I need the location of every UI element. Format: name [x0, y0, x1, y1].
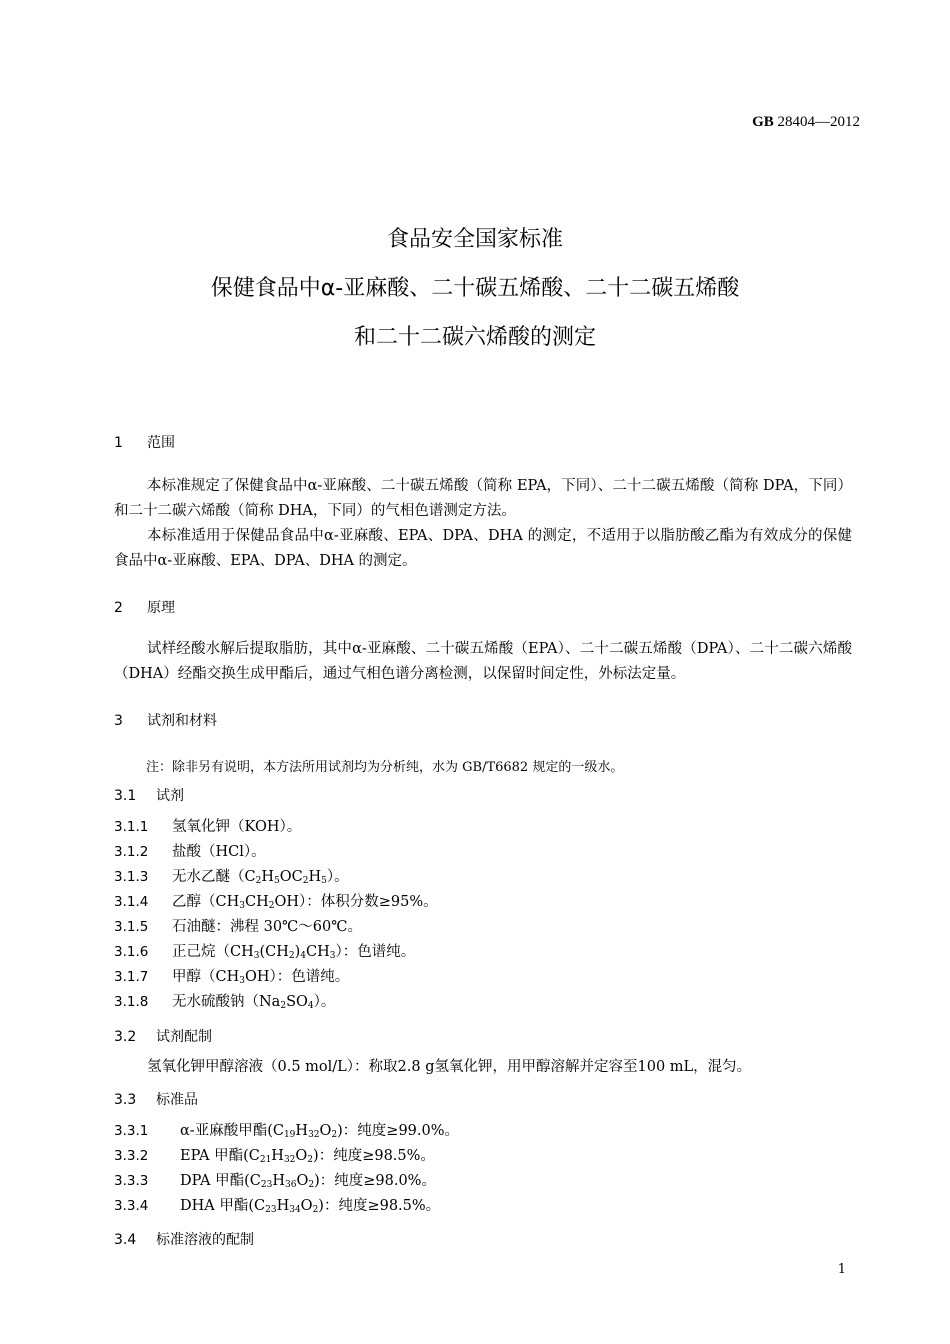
section-2-paragraph-1: 试样经酸水解后提取脂肪，其中α-亚麻酸、二十碳五烯酸（EPA）、二十二碳五烯酸（DPA）、二十二碳六烯酸（DHA）经酯交换生成甲酯后，通过气相色谱分离检测，以保留时间定性，外标法定量。 [114, 641, 852, 682]
list-item: 3.3.1 α-亚麻酸甲酯$(C_{19}H_{32}O_2)$：纯度≥99.0%。 [114, 1123, 460, 1140]
section-3-title: 试剂和材料 [147, 713, 217, 729]
section-1-title: 范围 [147, 435, 175, 451]
section-3-2-paragraph: 氢氧化钾甲醇溶液（0.5 mol/L）：称取2.8 g氢氧化钾，用甲醇溶解并定容至100 mL，混匀。 [147, 1059, 752, 1075]
list-item: 3.1.5 石油醚：沸程 30℃～60℃。 [114, 919, 362, 935]
title-line-2: 保健食品中α-亚麻酸、二十碳五烯酸、二十二碳五烯酸 [210, 276, 740, 301]
section-3-3-heading: 3.3 标准品 [114, 1092, 198, 1108]
section-2-heading: 2 原理 [114, 600, 175, 616]
list-item: 3.3.3 DPA 甲酯$(C_{23}H_{36}O_2)$：纯度≥98.0%。 [114, 1173, 436, 1190]
section-1-paragraph-1: 本标准规定了保健食品中α-亚麻酸、二十碳五烯酸（简称 EPA，下同）、二十二碳五烯酸（简称 DPA，下同）和二十二碳六烯酸（简称 DHA，下同）的气相色谱测定方法。 [114, 478, 852, 519]
section-1-heading: 1 范围 [114, 435, 175, 451]
section-3-heading: 3 试剂和材料 [114, 713, 217, 729]
page-number: 1 [837, 1262, 846, 1277]
list-item: 3.1.2 盐酸（HCl）。 [114, 844, 266, 860]
list-item: 3.1.6 正己烷$(CH_3(CH_2)_4CH_3)$：色谱纯。 [114, 944, 416, 961]
section-3-note: 注：除非另有说明，本方法所用试剂均为分析纯，水为 GB/T6682 规定的一级水。 [146, 760, 624, 775]
standard-code [752, 114, 860, 131]
list-item: 3.1.7 甲醇$(CH_3OH)$：色谱纯。 [114, 969, 350, 986]
list-item: 3.1.3 无水乙醚$(C_2H_5OC_2H_5)$。 [114, 869, 349, 886]
standard-prefix: GB [752, 114, 774, 130]
list-item: 3.1.4 乙醇$(CH_3CH_2OH)$：体积分数≥95%。 [114, 894, 438, 911]
section-3-3-title: 标准品 [156, 1092, 198, 1108]
section-3-1-heading: 3.1 试剂 [114, 788, 184, 804]
list-item: 3.1.8 无水硫酸钠$(Na_2SO_4)$。 [114, 994, 336, 1011]
standard-number: 28404—2012 [777, 114, 860, 130]
list-item: 3.1.1 氢氧化钾（KOH）。 [114, 819, 302, 835]
section-2-title: 原理 [147, 600, 175, 616]
section-1-paragraph-2: 本标准适用于保健品食品中α-亚麻酸、EPA、DPA、DHA 的测定，不适用于以脂肪酸乙酯为有效成分的保健食品中α-亚麻酸、EPA、DPA、DHA 的测定。 [114, 528, 852, 569]
section-3-2-heading: 3.2 试剂配制 [114, 1029, 212, 1045]
section-3-2-title: 试剂配制 [156, 1029, 212, 1045]
section-3-4-title: 标准溶液的配制 [156, 1232, 254, 1248]
section-3-1-title: 试剂 [156, 788, 184, 804]
title-line-3: 和二十二碳六烯酸的测定 [353, 325, 596, 350]
section-3-4-heading: 3.4 标准溶液的配制 [114, 1232, 254, 1248]
list-item: 3.3.4 DHA 甲酯$(C_{23}H_{34}O_2)$：纯度≥98.5%。 [114, 1198, 441, 1215]
list-item: 3.3.2 EPA 甲酯$(C_{21}H_{32}O_2)$：纯度≥98.5%。 [114, 1148, 435, 1165]
title-line-1: 食品安全国家标准 [386, 227, 563, 252]
